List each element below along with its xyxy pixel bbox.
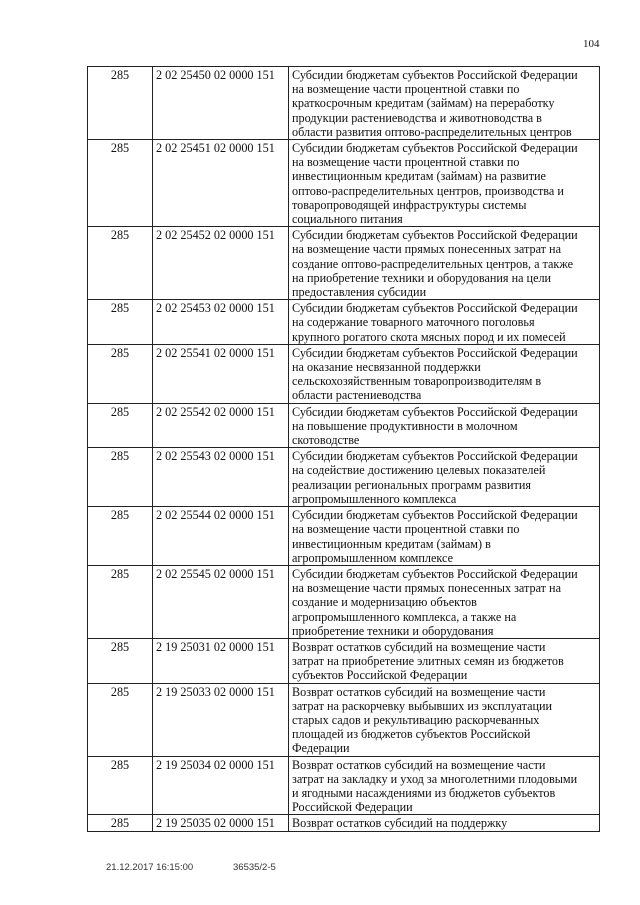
- administrator-code-cell: 285: [88, 344, 153, 403]
- table-row: [88, 67, 600, 140]
- budget-codes-table: [87, 66, 600, 832]
- table-row: [88, 683, 600, 756]
- budget-classification-code-cell: 2 02 25450 02 0000 151: [153, 67, 289, 140]
- description-line: крупного рогатого скота мясных пород и их помесей: [292, 329, 566, 344]
- revenue-description-cell: [289, 344, 600, 403]
- description-line: Субсидии бюджетам субъектов Российской Федерации: [292, 508, 578, 523]
- description-line: субъектов Российской Федерации: [292, 668, 468, 683]
- description-line: на возмещение части прямых понесенных затрат на: [292, 242, 561, 257]
- revenue-description-cell: [289, 756, 600, 815]
- budget-classification-code-cell: 2 02 25542 02 0000 151: [153, 403, 289, 448]
- administrator-code-cell: 285: [88, 638, 153, 683]
- administrator-code-cell: 285: [88, 448, 153, 507]
- description-line: и ягодными насаждениями из бюджетов субъектов: [292, 785, 556, 800]
- description-line: скотоводстве: [292, 433, 360, 448]
- revenue-description-cell: [289, 507, 600, 566]
- description-line: Субсидии бюджетам субъектов Российской Федерации: [292, 566, 578, 581]
- revenue-description-cell: [289, 140, 600, 227]
- revenue-description-cell: [289, 403, 600, 448]
- table-row: [88, 448, 600, 507]
- budget-classification-code-cell: 2 02 25452 02 0000 151: [153, 227, 289, 300]
- budget-classification-code-cell: 2 02 25541 02 0000 151: [153, 344, 289, 403]
- revenue-description-cell: [289, 638, 600, 683]
- table-row: [88, 300, 600, 345]
- administrator-code-cell: 285: [88, 67, 153, 140]
- budget-classification-code-cell: 2 19 25034 02 0000 151: [153, 756, 289, 815]
- administrator-code-cell: 285: [88, 507, 153, 566]
- description-line: Возврат остатков субсидий на возмещение части: [292, 684, 546, 699]
- budget-classification-code-cell: 2 02 25453 02 0000 151: [153, 300, 289, 345]
- revenue-description-cell: [289, 683, 600, 756]
- description-line: Субсидии бюджетам субъектов Российской Федерации: [292, 404, 578, 419]
- description-line: Субсидии бюджетам субъектов Российской Федерации: [292, 141, 578, 156]
- description-line: реализации региональных программ развития: [292, 477, 531, 492]
- description-line: Субсидии бюджетам субъектов Российской Федерации: [292, 228, 578, 243]
- description-line: краткосрочным кредитам (займам) на переработку: [292, 96, 555, 111]
- revenue-description-cell: [289, 300, 600, 345]
- table-row: [88, 815, 600, 831]
- description-line: Возврат остатков субсидий на возмещение части: [292, 639, 546, 654]
- description-line: на оказание несвязанной поддержки: [292, 360, 481, 375]
- table-row: [88, 227, 600, 300]
- description-line: затрат на закладку и уход за многолетними плодовыми: [292, 771, 578, 786]
- description-line: затрат на приобретение элитных семян из бюджетов: [292, 654, 564, 669]
- table-row: [88, 140, 600, 227]
- description-line: социального питания: [292, 212, 403, 227]
- description-line: Субсидии бюджетам субъектов Российской Федерации: [292, 345, 578, 360]
- description-line: на возмещение части процентной ставки по: [292, 155, 520, 170]
- description-line: агропромышленного комплекса, а также на: [292, 609, 517, 624]
- administrator-code-cell: 285: [88, 403, 153, 448]
- description-line: на содержание товарного маточного поголовья: [292, 315, 535, 330]
- administrator-code-cell: 285: [88, 565, 153, 638]
- description-line: на приобретение техники и оборудования на цели: [292, 270, 552, 285]
- administrator-code-cell: 285: [88, 815, 153, 831]
- page-number: 104: [583, 38, 600, 50]
- description-line: создание оптово-распределительных центров, а также: [292, 256, 574, 271]
- description-line: создание и модернизацию объектов: [292, 595, 477, 610]
- description-line: на возмещение части процентной ставки по: [292, 82, 520, 97]
- description-line: агропромышленном комплексе: [292, 550, 453, 565]
- footer-document-id: 36535/2-5: [233, 862, 276, 873]
- budget-classification-code-cell: 2 02 25544 02 0000 151: [153, 507, 289, 566]
- revenue-description-cell: [289, 227, 600, 300]
- footer-datetime: 21.12.2017 16:15:00: [106, 862, 194, 873]
- revenue-description-cell: [289, 565, 600, 638]
- description-line: инвестиционным кредитам (займам) на развитие: [292, 169, 546, 184]
- table-row: [88, 756, 600, 815]
- description-line: товаропроводящей инфраструктуры системы: [292, 197, 527, 212]
- description-line: на содействие достижению целевых показателей: [292, 463, 546, 478]
- description-line: Субсидии бюджетам субъектов Российской Федерации: [292, 68, 578, 82]
- table-row: [88, 507, 600, 566]
- description-line: Возврат остатков субсидий на возмещение части: [292, 757, 546, 772]
- budget-classification-code-cell: 2 02 25545 02 0000 151: [153, 565, 289, 638]
- description-line: Российской Федерации: [292, 800, 413, 815]
- administrator-code-cell: 285: [88, 683, 153, 756]
- description-line: площадей из бюджетов субъектов Российской: [292, 727, 531, 742]
- description-line: продукции растениеводства и животноводства в: [292, 110, 542, 125]
- description-line: области растениеводства: [292, 388, 422, 403]
- description-line: на возмещение части прямых понесенных затрат на: [292, 581, 561, 596]
- administrator-code-cell: 285: [88, 300, 153, 345]
- description-line: оптово-распределительных центров, производства и: [292, 183, 564, 198]
- description-line: на повышение продуктивности в молочном: [292, 418, 518, 433]
- description-line: затрат на раскорчевку выбывших из эксплуатации: [292, 698, 553, 713]
- administrator-code-cell: 285: [88, 227, 153, 300]
- description-line: сельскохозяйственным товаропроизводителям в: [292, 374, 542, 389]
- description-line: Возврат остатков субсидий на поддержку: [292, 816, 508, 831]
- table-row: [88, 344, 600, 403]
- description-line: инвестиционным кредитам (займам) в: [292, 536, 491, 551]
- table-body: [88, 67, 600, 832]
- description-line: Субсидии бюджетам субъектов Российской Федерации: [292, 449, 578, 464]
- budget-classification-code-cell: 2 19 25035 02 0000 151: [153, 815, 289, 831]
- description-line: Субсидии бюджетам субъектов Российской Федерации: [292, 301, 578, 316]
- description-line: предоставления субсидии: [292, 285, 427, 300]
- budget-classification-code-cell: 2 19 25033 02 0000 151: [153, 683, 289, 756]
- description-line: на возмещение части процентной ставки по: [292, 522, 520, 537]
- description-line: агропромышленного комплекса: [292, 491, 457, 506]
- description-line: области развития оптово-распределительных центров: [292, 124, 572, 139]
- budget-classification-code-cell: 2 02 25543 02 0000 151: [153, 448, 289, 507]
- administrator-code-cell: 285: [88, 756, 153, 815]
- administrator-code-cell: 285: [88, 140, 153, 227]
- description-line: приобретение техники и оборудования: [292, 623, 494, 638]
- revenue-description-cell: [289, 448, 600, 507]
- description-line: старых садов и рекультивацию раскорчеванных: [292, 712, 540, 727]
- description-line: Федерации: [292, 741, 350, 756]
- budget-classification-code-cell: 2 02 25451 02 0000 151: [153, 140, 289, 227]
- revenue-description-cell: [289, 815, 600, 831]
- table-row: [88, 403, 600, 448]
- table-row: [88, 565, 600, 638]
- revenue-description-cell: [289, 67, 600, 140]
- table-row: [88, 638, 600, 683]
- budget-classification-code-cell: 2 19 25031 02 0000 151: [153, 638, 289, 683]
